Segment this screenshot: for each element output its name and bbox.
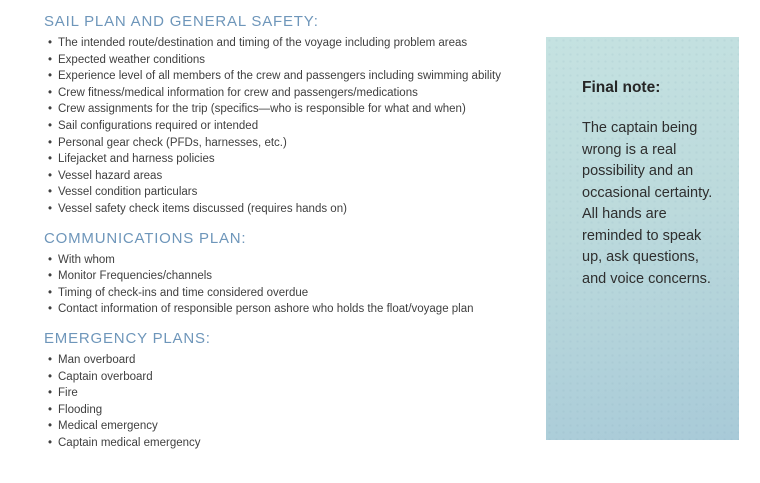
final-note-title: Final note: — [582, 79, 661, 96]
bullet-item: • Sail configurations required or intended — [48, 118, 529, 135]
bullet-item: • Contact information of responsible person ashore who holds the float/voyage plan — [48, 301, 529, 318]
section-title-sail-plan: SAIL PLAN AND GENERAL SAFETY: — [44, 13, 319, 30]
bullet-item: • Fire — [48, 385, 529, 402]
bullet-item: • Experience level of all members of the crew and passengers including swimming ability — [48, 68, 529, 85]
bullet-item: • Crew assignments for the trip (specifics—who is responsible for what and when) — [48, 101, 529, 118]
final-note-body: The captain being wrong is a real possibility and an occasional certainty. All hands are reminded to speak up, ask questions, and voice concerns. — [582, 120, 713, 287]
section-emergency-plans — [44, 329, 529, 452]
bullet-item: • Crew fitness/medical information for crew and passengers/medications — [48, 85, 529, 102]
section-communications-plan — [44, 229, 529, 318]
section-sail-plan — [44, 12, 529, 218]
bullet-item: • With whom — [48, 252, 529, 269]
bullet-item: • Vessel hazard areas — [48, 168, 529, 185]
bullet-item: • Timing of check-ins and time considered overdue — [48, 285, 529, 302]
main-content — [44, 12, 529, 462]
bullet-item: • Flooding — [48, 402, 529, 419]
section-title-emergency-plans: EMERGENCY PLANS: — [44, 329, 211, 347]
bullet-list-emergency-plans — [44, 352, 529, 452]
bullet-list-sail-plan — [44, 35, 529, 218]
bullet-item: • The intended route/destination and timing of the voyage including problem areas — [48, 35, 529, 52]
bullet-item: • Medical emergency — [48, 418, 529, 435]
bullet-item: • Captain overboard — [48, 369, 529, 386]
bullet-item: • Expected weather conditions — [48, 52, 529, 69]
final-note-panel — [546, 37, 739, 440]
bullet-list-communications-plan — [44, 252, 529, 318]
bullet-item: • Man overboard — [48, 352, 529, 369]
bullet-item: • Vessel condition particulars — [48, 184, 529, 201]
bullet-item: • Personal gear check (PFDs, harnesses, etc.) — [48, 135, 529, 152]
section-title-communications-plan: COMMUNICATIONS PLAN: — [44, 229, 247, 247]
bullet-item: • Vessel safety check items discussed (requires hands on) — [48, 201, 529, 218]
bullet-item: • Monitor Frequencies/channels — [48, 268, 529, 285]
bullet-item: • Lifejacket and harness policies — [48, 151, 529, 168]
bullet-item: • Captain medical emergency — [48, 435, 529, 452]
